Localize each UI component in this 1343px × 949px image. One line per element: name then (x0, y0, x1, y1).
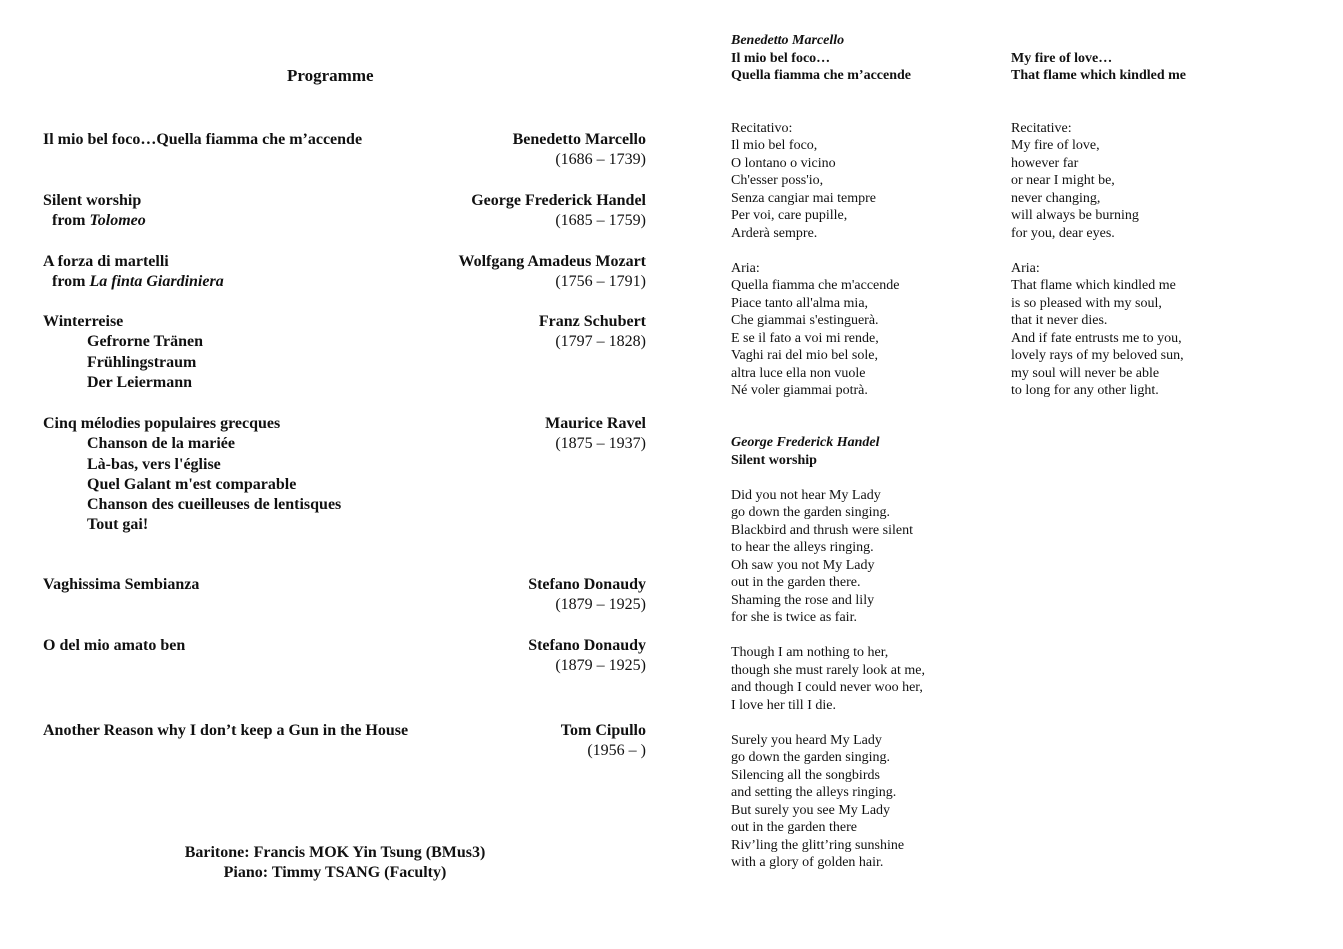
movement-title: Tout gai! (87, 516, 149, 534)
from-prefix: from (52, 212, 90, 230)
lyric-line: Vaghi rai del mio bel sole, (731, 348, 878, 363)
handel-lyrics (731, 434, 925, 872)
lyric-line: Ch'esser poss'io, (731, 173, 824, 188)
lyric-line: to hear the alleys ringing. (731, 540, 874, 555)
lyric-line: Senza cangiar mai tempre (731, 190, 876, 206)
piece-title: Vaghissima Sembianza (43, 576, 200, 593)
translation-line: however far (1011, 155, 1079, 171)
piece-title: Another Reason why I don’t keep a Gun in the House (43, 722, 409, 739)
translation-line: That flame which kindled me (1011, 278, 1176, 293)
composer-dates: (1686 – 1739) (555, 151, 646, 168)
composer-name: Stefano Donaudy (528, 637, 646, 654)
lyrics-composer: George Frederick Handel (731, 435, 880, 450)
translation-line: will always be burning (1011, 208, 1139, 223)
piece-source (43, 211, 146, 231)
lyric-line: Per voi, care pupille, (731, 208, 848, 223)
lyric-line: Arderà sempre. (731, 225, 818, 241)
baritone-credit: Baritone: Francis MOK Yin Tsung (BMus3) (184, 844, 486, 861)
programme-title: Programme (287, 66, 374, 85)
lyric-line: Piace tanto all'alma mia, (731, 295, 869, 311)
piece-title: Il mio bel foco…Quella fiamma che m’accende (43, 131, 363, 148)
lyrics-title: Il mio bel foco… (731, 50, 831, 66)
composer-dates: (1685 – 1759) (555, 212, 646, 229)
translation-line: or near I might be, (1011, 173, 1115, 188)
lyric-line: for she is twice as fair. (731, 610, 857, 625)
translation-line: for you, dear eyes. (1011, 225, 1115, 241)
translation-title: My fire of love… (1011, 50, 1113, 66)
composer-dates: (1956 – ) (587, 742, 646, 759)
recitativo-label: Recitativo: (731, 120, 793, 136)
lyric-line: Silencing all the songbirds (731, 767, 880, 783)
piece-title: Cinq mélodies populaires grecques (43, 415, 281, 432)
composer-name: Benedetto Marcello (512, 131, 646, 148)
lyric-line: go down the garden singing. (731, 505, 891, 520)
composer-dates: (1879 – 1925) (555, 596, 646, 613)
translation-line: never changing, (1011, 190, 1101, 206)
marcello-translation (1011, 50, 1186, 400)
lyric-line: Blackbird and thrush were silent (731, 522, 913, 538)
lyric-line: and setting the alleys ringing. (731, 785, 897, 800)
piece-title: O del mio amato ben (43, 637, 186, 654)
movement-title: Chanson de la mariée (87, 435, 235, 453)
lyric-line: I love her till I die. (731, 697, 836, 713)
lyric-line: O lontano o vicino (731, 155, 836, 171)
lyric-line: Surely you heard My Lady (731, 732, 882, 748)
movement-title: Der Leiermann (87, 373, 193, 391)
lyric-line: Quella fiamma che m'accende (731, 278, 900, 293)
lyrics-title: Quella fiamma che m’accende (731, 68, 912, 83)
lyric-line: altra luce ella non vuole (731, 365, 866, 381)
translation-title: That flame which kindled me (1011, 68, 1187, 83)
composer-dates: (1875 – 1937) (555, 435, 646, 452)
translation-line: is so pleased with my soul, (1011, 295, 1162, 311)
movement-title: Gefrorne Tränen (87, 333, 203, 351)
composer-name: Stefano Donaudy (528, 576, 646, 593)
lyric-line: with a glory of golden hair. (731, 855, 884, 870)
lyric-line: out in the garden there (731, 820, 857, 835)
piece-title: Silent worship (43, 192, 142, 209)
source-work: Tolomeo (89, 212, 146, 230)
composer-dates: (1879 – 1925) (555, 657, 646, 674)
lyric-line: Did you not hear My Lady (731, 487, 881, 503)
from-prefix: from (52, 273, 90, 291)
lyric-line: Riv’ling the glitt’ring sunshine (731, 837, 905, 853)
composer-name: George Frederick Handel (471, 192, 646, 209)
piece-title: Winterreise (43, 313, 124, 330)
lyrics-title: Silent worship (731, 452, 817, 468)
lyric-line: But surely you see My Lady (731, 802, 891, 818)
lyric-line: Though I am nothing to her, (731, 645, 889, 660)
piano-credit: Piano: Timmy TSANG (Faculty) (223, 864, 447, 881)
lyric-line: Il mio bel foco, (731, 138, 818, 153)
piece-title: A forza di martelli (43, 253, 169, 270)
lyric-line: go down the garden singing. (731, 750, 891, 765)
piece-source (43, 272, 224, 292)
movement-title: Là-bas, vers l'église (87, 455, 221, 473)
translation-line: And if fate entrusts me to you, (1011, 330, 1182, 346)
translation-line: to long for any other light. (1011, 383, 1159, 398)
aria-label: Aria: (731, 260, 760, 276)
composer-name: Tom Cipullo (560, 722, 646, 739)
lyric-line: Né voler giammai potrà. (731, 383, 868, 398)
recitative-label: Recitative: (1011, 120, 1072, 136)
source-work: La finta Giardiniera (89, 273, 224, 291)
translation-line: my soul will never be able (1011, 365, 1160, 381)
translation-line: My fire of love, (1011, 138, 1100, 153)
lyric-line: and though I could never woo her, (731, 680, 923, 695)
lyric-line: though she must rarely look at me, (731, 662, 926, 678)
translation-line: lovely rays of my beloved sun, (1011, 348, 1184, 363)
composer-dates: (1797 – 1828) (555, 333, 646, 350)
translation-line: that it never dies. (1011, 313, 1108, 328)
marcello-lyrics (731, 32, 911, 400)
lyric-line: Che giammai s'estinguerà. (731, 313, 879, 328)
lyric-line: E se il fato a voi mi rende, (731, 330, 879, 346)
movement-title: Quel Galant m'est comparable (87, 475, 297, 493)
movement-title: Frühlingstraum (87, 353, 197, 371)
performers (150, 843, 520, 883)
composer-dates: (1756 – 1791) (555, 273, 646, 290)
movement-title: Chanson des cueilleuses de lentisques (87, 496, 342, 514)
lyric-line: out in the garden there. (731, 575, 861, 590)
lyric-line: Oh saw you not My Lady (731, 557, 875, 573)
composer-name: Franz Schubert (538, 313, 646, 330)
composer-name: Maurice Ravel (545, 415, 646, 432)
composer-name: Wolfgang Amadeus Mozart (458, 253, 646, 270)
lyric-line: Shaming the rose and lily (731, 592, 875, 608)
lyrics-composer: Benedetto Marcello (731, 33, 845, 48)
aria-label: Aria: (1011, 260, 1040, 276)
